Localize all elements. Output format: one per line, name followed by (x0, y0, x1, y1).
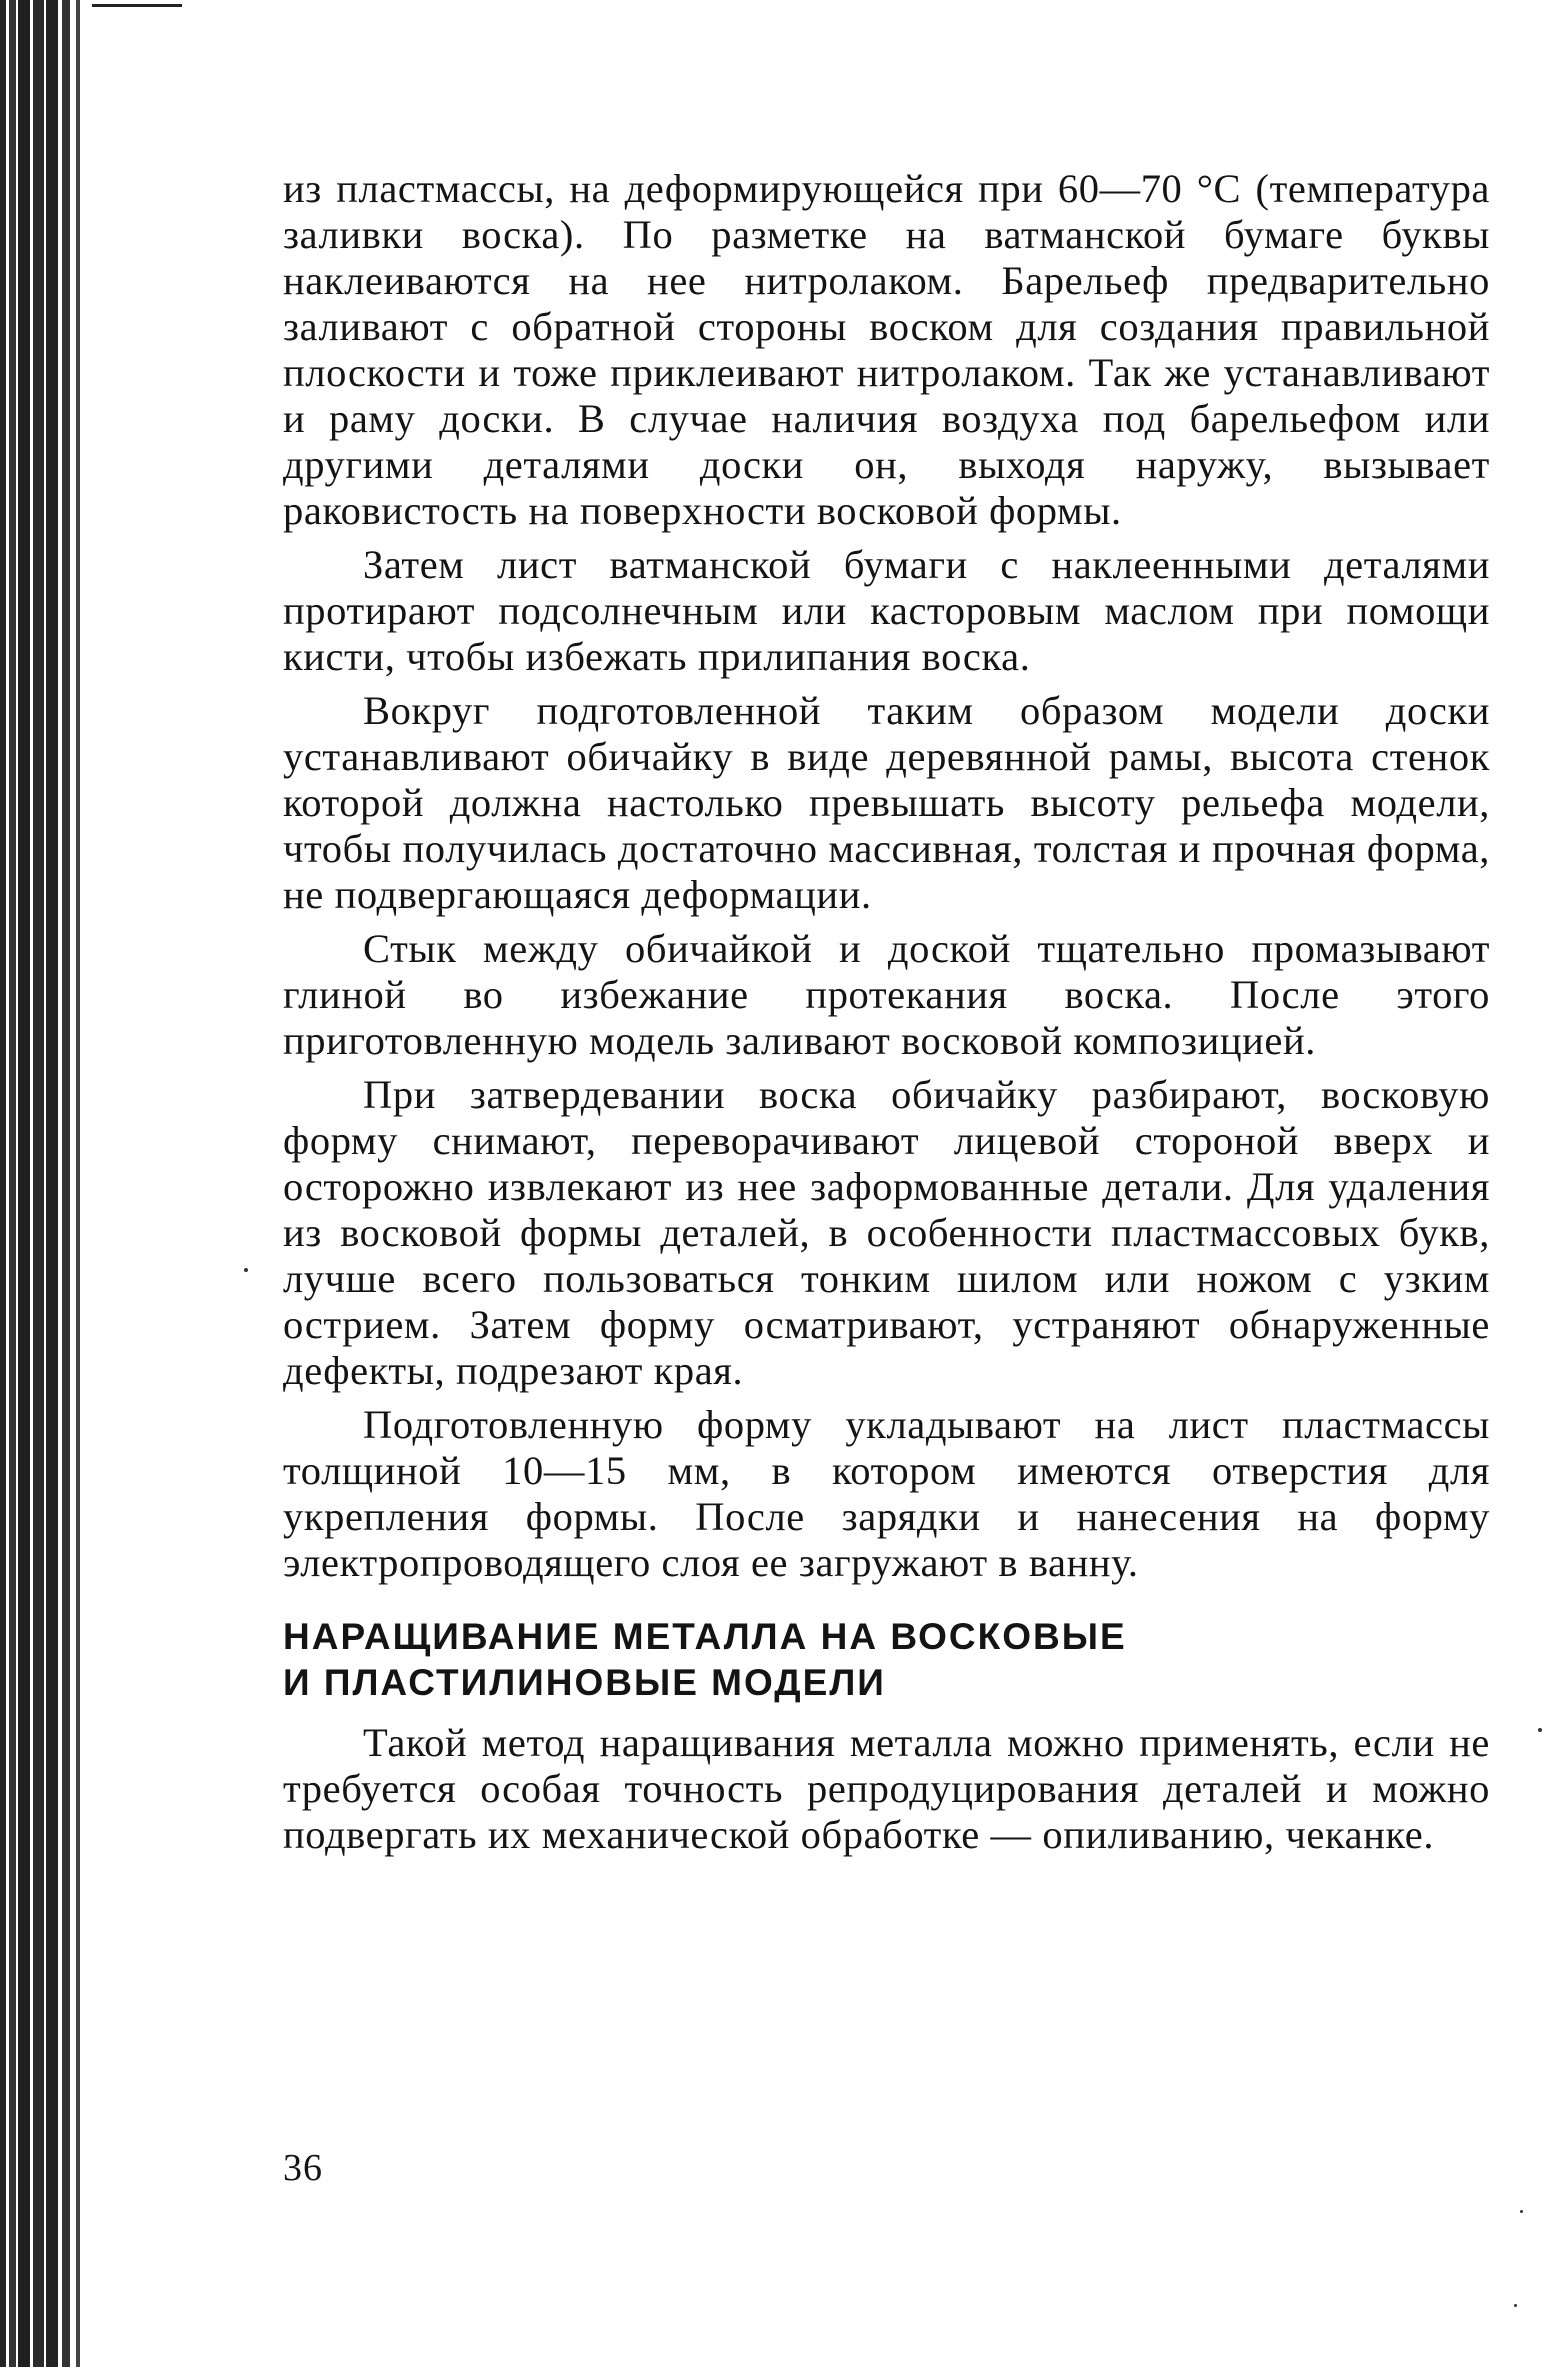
paragraph-5: При затвердевании воска обичайку разбирают, восковую форму снимают, переворачивают лицевой стороной вверх и осторожно извлекают из нее заформованные детали. Для удаления из восковой формы деталей, в особенности пластмассовых букв, лучше всего пользоваться тонким шилом или ножом с узким острием. Затем форму осматривают, устраняют обнаруженные дефекты, подрезают края. (283, 1072, 1490, 1393)
scan-speck (1538, 1728, 1542, 1732)
section-heading-line-2: И ПЛАСТИЛИНОВЫЕ МОДЕЛИ (283, 1662, 886, 1703)
page-body (283, 166, 1490, 1866)
scan-binding-edge (0, 0, 92, 2367)
paragraph-1: из пластмассы, на деформирующейся при 60—70 °С (температура заливки воска). По разметке на ватманской бумаге буквы наклеиваются на нее нитролаком. Барельеф предварительно заливают с обратной стороны воском для создания правильной плоскости и тоже приклеивают нитролаком. Так же устанавливают и раму доски. В случае наличия воздуха под барельефом или другими деталями доски он, выходя наружу, вызывает раковистость на поверхности восковой формы. (283, 166, 1490, 533)
section-heading (283, 1614, 1490, 1706)
paragraph-4: Стык между обичайкой и доской тщательно промазывают глиной во избежание протекания воска. После этого приготовленную модель заливают восковой композицией. (283, 926, 1490, 1063)
scan-speck (1514, 2304, 1517, 2307)
section-heading-line-1: НАРАЩИВАНИЕ МЕТАЛЛА НА ВОСКОВЫЕ (283, 1616, 1127, 1657)
page-number: 36 (283, 2147, 323, 2189)
paragraph-2: Затем лист ватманской бумаги с наклеенными деталями протирают подсолнечным или касторовым маслом при помощи кисти, чтобы избежать прилипания воска. (283, 542, 1490, 679)
paragraph-6: Подготовленную форму укладывают на лист пластмассы толщиной 10—15 мм, в котором имеются отверстия для укрепления формы. После зарядки и нанесения на форму электропроводящего слоя ее загружают в ванну. (283, 1402, 1490, 1585)
paragraph-3: Вокруг подготовленной таким образом модели доски устанавливают обичайку в виде деревянной рамы, высота стенок которой должна настолько превышать высоту рельефа модели, чтобы получилась достаточно массивная, толстая и прочная форма, не подвергающаяся деформации. (283, 688, 1490, 917)
paragraph-7: Такой метод наращивания металла можно применять, если не требуется особая точность репродуцирования деталей и можно подвергать их механической обработке — опиливанию, чеканке. (283, 1720, 1490, 1857)
scan-edge-line (92, 4, 182, 7)
scan-speck (244, 1268, 248, 1272)
scan-speck (1520, 2210, 1523, 2213)
